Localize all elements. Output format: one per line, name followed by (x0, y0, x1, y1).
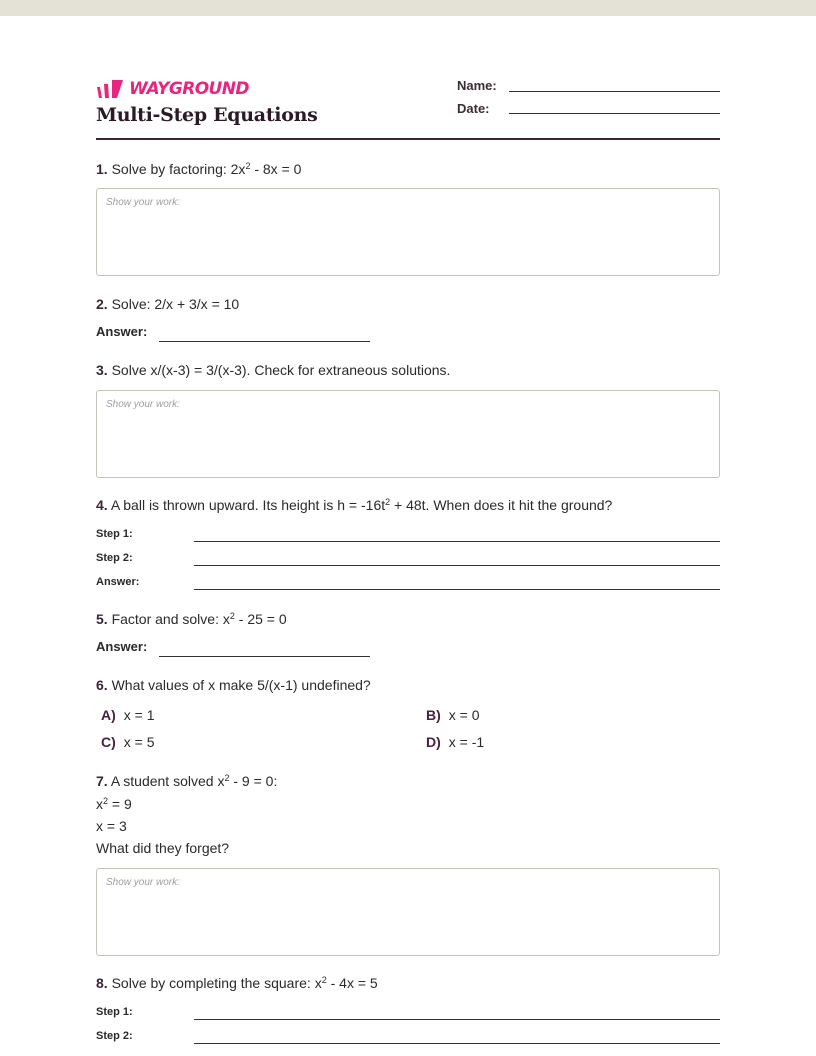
question-8 (96, 975, 378, 991)
question-number: 3. (96, 362, 108, 378)
work-placeholder: Show your work: (106, 877, 180, 888)
step-1-field-8[interactable] (194, 1019, 720, 1020)
option-d[interactable] (426, 734, 484, 750)
date-label: Date: (457, 101, 490, 116)
exponent: 2 (229, 611, 235, 621)
option-letter: B) (426, 707, 441, 723)
option-b[interactable] (426, 707, 480, 723)
step-1-field-4[interactable] (194, 541, 720, 542)
option-text: x = -1 (448, 734, 485, 750)
question-text-tail: + 48t. When does it hit the ground? (390, 497, 613, 513)
question-5 (96, 611, 287, 627)
question-text: A ball is thrown upward. Its height is h = -16t (110, 497, 386, 513)
date-field[interactable] (509, 113, 720, 114)
work-placeholder: Show your work: (106, 197, 180, 208)
question-text-tail: - 25 = 0 (234, 611, 287, 627)
option-c[interactable] (101, 734, 155, 750)
question-number: 5. (96, 611, 108, 627)
header-divider (96, 138, 720, 140)
exponent: 2 (245, 161, 251, 171)
student-work-question: What did they forget? (96, 840, 230, 856)
question-text-tail: - 9 = 0: (229, 773, 278, 789)
option-letter: D) (426, 734, 441, 750)
page-title: Multi-Step Equations (96, 104, 318, 126)
step-2-field-8[interactable] (194, 1043, 720, 1044)
question-text: Solve by completing the square: x (111, 975, 322, 991)
name-label: Name: (457, 78, 497, 93)
question-3 (96, 362, 450, 378)
question-number: 7. (96, 773, 108, 789)
question-number: 4. (96, 497, 108, 513)
exponent: 2 (103, 796, 109, 806)
question-text-tail: - 4x = 5 (326, 975, 378, 991)
question-text-tail: - 8x = 0 (250, 161, 302, 177)
question-2 (96, 296, 239, 312)
option-text: x = 5 (123, 734, 155, 750)
option-text: x = 1 (123, 707, 155, 723)
answer-label: Answer: (96, 324, 148, 339)
option-a[interactable] (101, 707, 155, 723)
question-text: Solve: 2/x + 3/x = 10 (111, 296, 240, 312)
work-box-7[interactable] (96, 868, 720, 956)
option-letter: A) (101, 707, 116, 723)
work-box-3[interactable] (96, 390, 720, 478)
student-work-line-2: x = 3 (96, 818, 127, 834)
brand-name: WAYGROUND (129, 79, 249, 99)
option-letter: C) (101, 734, 116, 750)
question-text: Factor and solve: x (111, 611, 230, 627)
line-tail: = 9 (108, 796, 132, 812)
step-1-label: Step 1: (96, 528, 133, 540)
exponent: 2 (321, 975, 327, 985)
work-box-1[interactable] (96, 188, 720, 276)
step-1-label: Step 1: (96, 1006, 133, 1018)
wayground-logo-icon (96, 80, 124, 98)
name-field[interactable] (509, 91, 720, 92)
brand-logo (96, 79, 249, 99)
question-number: 2. (96, 296, 108, 312)
question-number: 1. (96, 161, 108, 177)
step-2-label: Step 2: (96, 552, 133, 564)
question-text: What values of x make 5/(x-1) undefined? (111, 677, 371, 693)
question-1 (96, 161, 301, 177)
question-number: 8. (96, 975, 108, 991)
work-placeholder: Show your work: (106, 399, 180, 410)
question-text: Solve x/(x-3) = 3/(x-3). Check for extraneous solutions. (111, 362, 451, 378)
student-work-line-1 (96, 796, 132, 812)
answer-field-2[interactable] (159, 341, 370, 342)
question-text: A student solved x (110, 773, 225, 789)
answer-field-5[interactable] (159, 656, 370, 657)
step-2-label: Step 2: (96, 1030, 133, 1042)
question-4 (96, 497, 612, 513)
line-base: x (96, 796, 103, 812)
option-text: x = 0 (448, 707, 480, 723)
exponent: 2 (385, 497, 391, 507)
answer-label: Answer: (96, 639, 148, 654)
question-7 (96, 773, 277, 789)
question-6 (96, 677, 371, 693)
page-top-edge (0, 0, 816, 16)
answer-field-4[interactable] (194, 589, 720, 590)
question-text: Solve by factoring: 2x (111, 161, 246, 177)
exponent: 2 (224, 773, 230, 783)
answer-label: Answer: (96, 576, 140, 588)
question-number: 6. (96, 677, 108, 693)
step-2-field-4[interactable] (194, 565, 720, 566)
